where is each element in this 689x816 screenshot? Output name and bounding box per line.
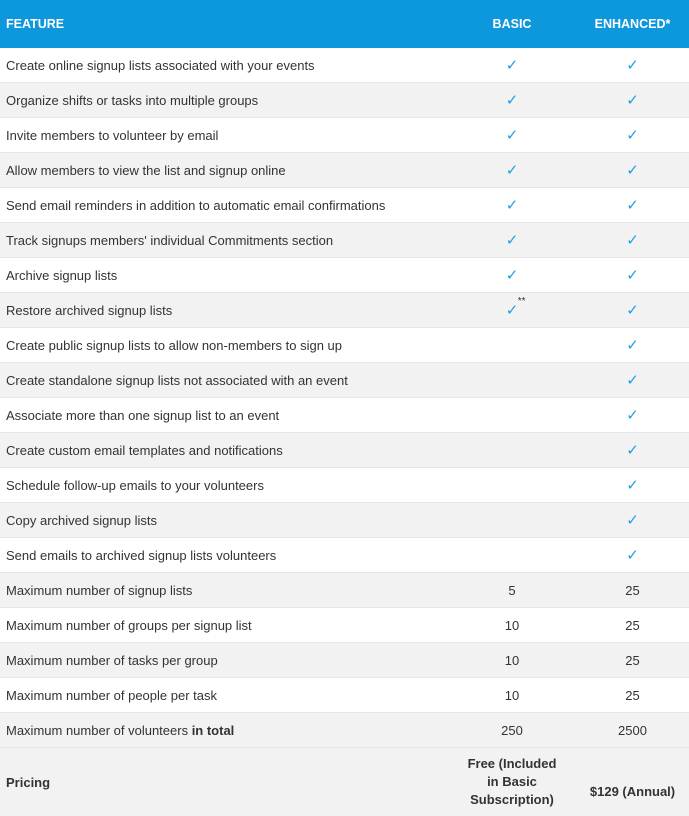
feature-label bbox=[0, 443, 448, 458]
check-wrap bbox=[626, 370, 639, 389]
enhanced-cell bbox=[576, 265, 689, 284]
checkmark-icon: ✓ bbox=[626, 545, 639, 564]
feature-text: Maximum number of people per task bbox=[6, 687, 217, 703]
basic-cell bbox=[448, 265, 576, 284]
limit-value: 2500 bbox=[618, 722, 647, 738]
feature-text: Maximum number of groups per signup list bbox=[6, 617, 252, 633]
checkmark-icon: ✓ bbox=[505, 160, 519, 179]
check-wrap bbox=[626, 55, 639, 74]
feature-label bbox=[0, 653, 448, 668]
check-wrap bbox=[626, 265, 639, 284]
checkmark-icon: ✓ bbox=[626, 475, 639, 494]
header-enhanced: ENHANCED* bbox=[594, 17, 671, 31]
check-wrap bbox=[505, 230, 519, 249]
table-row bbox=[0, 293, 689, 328]
limit-value: 10 bbox=[504, 687, 520, 703]
feature-label bbox=[0, 128, 448, 143]
checkmark-icon: ✓ bbox=[626, 125, 639, 144]
enhanced-cell bbox=[576, 55, 689, 74]
checkmark-icon: ✓ bbox=[626, 195, 639, 214]
feature-text: Track signups members' individual Commitments section bbox=[6, 232, 334, 248]
checkmark-icon: ✓ bbox=[626, 230, 639, 249]
feature-text: Restore archived signup lists bbox=[6, 302, 173, 318]
table-row bbox=[0, 678, 689, 713]
limit-value: 250 bbox=[501, 722, 523, 738]
limit-value: 10 bbox=[504, 617, 520, 633]
feature-text: Send email reminders in addition to automatic email confirmations bbox=[6, 197, 386, 213]
limit-value: 25 bbox=[625, 617, 640, 633]
check-wrap bbox=[626, 475, 639, 494]
feature-text: Archive signup lists bbox=[6, 267, 118, 283]
basic-cell bbox=[448, 55, 576, 74]
table-row bbox=[0, 188, 689, 223]
enhanced-cell bbox=[576, 335, 689, 354]
checkmark-icon: ✓ bbox=[626, 90, 639, 109]
feature-label bbox=[0, 163, 448, 178]
limit-value: 10 bbox=[504, 652, 520, 668]
check-wrap bbox=[626, 405, 639, 424]
table-row bbox=[0, 153, 689, 188]
feature-label bbox=[0, 198, 448, 213]
enhanced-cell bbox=[576, 405, 689, 424]
enhanced-cell bbox=[576, 475, 689, 494]
table-row bbox=[0, 608, 689, 643]
enhanced-cell bbox=[576, 300, 689, 319]
basic-cell bbox=[448, 653, 576, 668]
feature-text: Create online signup lists associated with your events bbox=[6, 57, 315, 73]
enhanced-cell bbox=[576, 510, 689, 529]
feature-label bbox=[0, 688, 448, 703]
table-row bbox=[0, 503, 689, 538]
pricing-basic-line: in Basic bbox=[487, 774, 537, 789]
feature-label bbox=[0, 268, 448, 283]
pricing-row bbox=[0, 748, 689, 816]
checkmark-icon: ✓ bbox=[626, 160, 639, 179]
feature-text: Maximum number of signup lists bbox=[6, 582, 193, 598]
feature-text: Create standalone signup lists not associated with an event bbox=[6, 372, 348, 388]
basic-cell bbox=[448, 723, 576, 738]
basic-cell bbox=[448, 160, 576, 179]
feature-label bbox=[0, 303, 448, 318]
table-row bbox=[0, 643, 689, 678]
basic-cell bbox=[448, 583, 576, 598]
checkmark-icon: ✓ bbox=[505, 265, 519, 284]
check-wrap bbox=[626, 195, 639, 214]
check-wrap bbox=[505, 295, 526, 319]
check-wrap bbox=[626, 335, 639, 354]
checkmark-icon: ✓ bbox=[626, 265, 639, 284]
table-row bbox=[0, 118, 689, 153]
check-wrap bbox=[505, 195, 519, 214]
checkmark-icon: ✓ bbox=[505, 195, 519, 214]
pricing-basic bbox=[448, 755, 576, 809]
check-wrap bbox=[505, 265, 519, 284]
feature-label bbox=[0, 478, 448, 493]
basic-cell bbox=[448, 90, 576, 109]
pricing-basic-line: Free (Included bbox=[467, 756, 557, 771]
feature-label bbox=[0, 583, 448, 598]
check-wrap bbox=[626, 90, 639, 109]
basic-cell bbox=[448, 618, 576, 633]
table-row bbox=[0, 468, 689, 503]
check-wrap bbox=[505, 55, 519, 74]
check-wrap bbox=[505, 90, 519, 109]
limit-value: 25 bbox=[625, 582, 640, 598]
feature-text: Allow members to view the list and signup online bbox=[6, 162, 286, 178]
feature-text: Maximum number of tasks per group bbox=[6, 652, 218, 668]
feature-label bbox=[0, 233, 448, 248]
check-wrap bbox=[505, 125, 519, 144]
check-wrap bbox=[626, 440, 639, 459]
enhanced-cell bbox=[576, 160, 689, 179]
table-row bbox=[0, 363, 689, 398]
table-row bbox=[0, 328, 689, 363]
feature-label bbox=[0, 723, 448, 738]
feature-label bbox=[0, 373, 448, 388]
feature-text-bold: in total bbox=[191, 722, 235, 738]
enhanced-cell bbox=[576, 440, 689, 459]
header-feature: FEATURE bbox=[6, 17, 65, 31]
checkmark-icon: ✓ bbox=[626, 440, 639, 459]
basic-cell bbox=[448, 195, 576, 214]
feature-text: Create custom email templates and notifications bbox=[6, 442, 283, 458]
feature-text: Maximum number of volunteers bbox=[6, 722, 192, 738]
check-wrap bbox=[505, 160, 519, 179]
enhanced-cell bbox=[576, 370, 689, 389]
pricing-enhanced: $129 (Annual) bbox=[589, 783, 676, 799]
enhanced-cell bbox=[576, 230, 689, 249]
feature-label bbox=[0, 408, 448, 423]
header-basic: BASIC bbox=[492, 17, 532, 31]
feature-text: Associate more than one signup list to an event bbox=[6, 407, 280, 423]
checkmark-icon: ✓ bbox=[626, 300, 639, 319]
feature-text: Create public signup lists to allow non-members to sign up bbox=[6, 337, 343, 353]
enhanced-cell bbox=[576, 545, 689, 564]
checkmark-icon: ✓ bbox=[505, 90, 519, 109]
table-row bbox=[0, 433, 689, 468]
feature-label bbox=[0, 93, 448, 108]
limit-value: 25 bbox=[625, 687, 640, 703]
feature-text: Organize shifts or tasks into multiple groups bbox=[6, 92, 259, 108]
enhanced-cell bbox=[576, 688, 689, 703]
table-row bbox=[0, 223, 689, 258]
checkmark-icon: ✓ bbox=[505, 230, 519, 249]
feature-label bbox=[0, 338, 448, 353]
feature-text: Copy archived signup lists bbox=[6, 512, 158, 528]
checkmark-icon: ✓ bbox=[626, 510, 639, 529]
check-wrap bbox=[626, 125, 639, 144]
check-wrap bbox=[626, 230, 639, 249]
feature-label bbox=[0, 548, 448, 563]
table-row bbox=[0, 398, 689, 433]
basic-cell bbox=[448, 295, 576, 319]
checkmark-icon: ✓ bbox=[626, 55, 639, 74]
feature-label bbox=[0, 618, 448, 633]
enhanced-cell bbox=[576, 653, 689, 668]
basic-cell bbox=[448, 688, 576, 703]
feature-text: Invite members to volunteer by email bbox=[6, 127, 219, 143]
table-row bbox=[0, 258, 689, 293]
checkmark-icon: ✓ bbox=[626, 370, 639, 389]
feature-label bbox=[0, 513, 448, 528]
enhanced-cell bbox=[576, 195, 689, 214]
basic-cell bbox=[448, 125, 576, 144]
check-wrap bbox=[626, 545, 639, 564]
feature-text: Send emails to archived signup lists volunteers bbox=[6, 547, 277, 563]
enhanced-cell bbox=[576, 723, 689, 738]
checkmark-icon: ✓ bbox=[626, 405, 639, 424]
table-row bbox=[0, 48, 689, 83]
basic-cell bbox=[448, 230, 576, 249]
pricing-basic-line: Subscription) bbox=[470, 792, 554, 807]
check-wrap bbox=[626, 160, 639, 179]
table-row bbox=[0, 538, 689, 573]
check-wrap bbox=[626, 300, 639, 319]
checkmark-icon: ✓ bbox=[505, 55, 519, 74]
enhanced-cell bbox=[576, 618, 689, 633]
table-row bbox=[0, 573, 689, 608]
limit-value: 5 bbox=[508, 582, 516, 598]
feature-text: Schedule follow-up emails to your volunteers bbox=[6, 477, 264, 493]
checkmark-icon: ✓ bbox=[626, 335, 639, 354]
enhanced-cell bbox=[576, 90, 689, 109]
feature-label bbox=[0, 58, 448, 73]
limit-value: 25 bbox=[625, 652, 640, 668]
table-row bbox=[0, 713, 689, 748]
checkmark-icon: ✓ bbox=[505, 300, 519, 319]
check-wrap bbox=[626, 510, 639, 529]
enhanced-cell bbox=[576, 125, 689, 144]
table-body bbox=[0, 48, 689, 748]
table-header bbox=[0, 0, 689, 48]
table-row bbox=[0, 83, 689, 118]
enhanced-cell bbox=[576, 583, 689, 598]
pricing-label: Pricing bbox=[6, 774, 51, 790]
checkmark-icon: ✓ bbox=[505, 125, 519, 144]
footnote-marker: ** bbox=[517, 295, 526, 307]
